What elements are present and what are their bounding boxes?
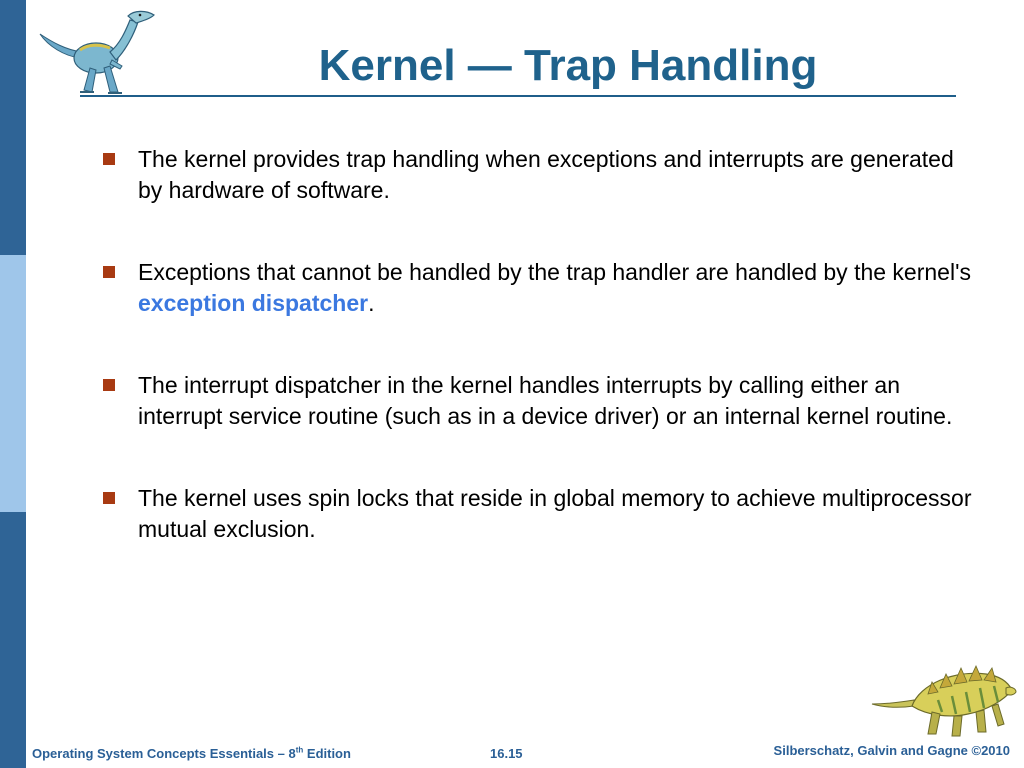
highlighted-term: exception dispatcher (138, 290, 369, 316)
bullet-list (100, 144, 980, 545)
title-divider (80, 95, 956, 97)
bullet-square-icon (103, 153, 115, 165)
bullet-text: Exceptions that cannot be handled by the trap handler are handled by the kernel's (138, 259, 971, 285)
sidebar-top-band (0, 0, 26, 255)
footer-authors: Silberschatz, Galvin and Gagne ©2010 (773, 743, 1010, 758)
bullet-text: The interrupt dispatcher in the kernel handles interrupts by calling either an interrupt service routine (such as in a device driver) or an internal kernel routine. (138, 372, 953, 429)
list-item (100, 144, 980, 206)
bullet-text: The kernel provides trap handling when exceptions and interrupts are generated by hardware of software. (138, 146, 954, 203)
list-item (100, 370, 980, 432)
footer-book-title-text: Operating System Concepts Essentials – 8 (32, 746, 296, 761)
list-item (100, 483, 980, 545)
stegosaurus-icon (868, 660, 1018, 740)
dinosaur-icon (34, 6, 160, 98)
footer-edition-superscript: th (295, 745, 304, 755)
sidebar-middle-band (0, 255, 26, 512)
bullet-square-icon (103, 492, 115, 504)
footer-book-title (32, 746, 351, 761)
bullet-text-end: . (368, 290, 375, 316)
sidebar-bottom-band (0, 512, 26, 768)
footer-edition-text: Edition (303, 746, 351, 761)
list-item (100, 257, 980, 319)
bullet-square-icon (103, 266, 115, 278)
footer-page-number: 16.15 (490, 746, 523, 761)
bullet-square-icon (103, 379, 115, 391)
page-title: Kernel — Trap Handling (318, 41, 818, 90)
bullet-text: The kernel uses spin locks that reside in global memory to achieve multiprocessor mutual exclusion. (138, 485, 972, 542)
